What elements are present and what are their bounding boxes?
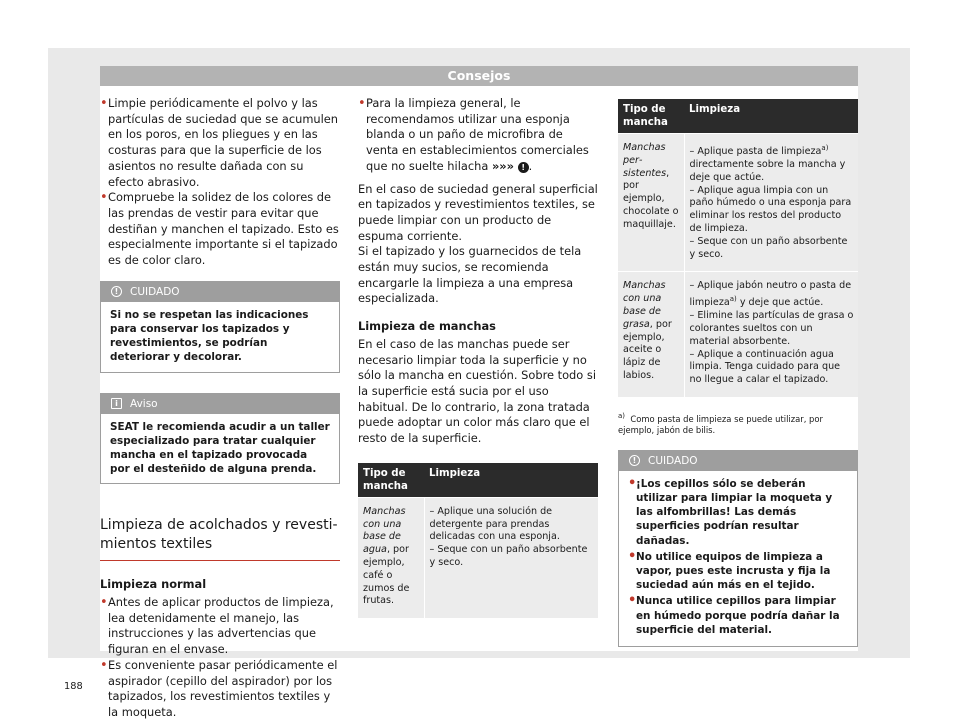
page-background (48, 48, 910, 719)
caution-item: • Nunca utilice cepillos para limpiar en húmedo porque podría dañar la superficie del material. (628, 594, 848, 637)
note-box (100, 393, 340, 485)
table-header-cleaning: Limpieza (424, 463, 598, 498)
subheading-normal-cleaning: Limpieza normal (100, 577, 207, 592)
bullet-colors: • Compruebe la solidez de los colores de las prendas de vestir para evitar que destiñan y manchen el tapizado. Esto es especialmente importante si el tapizado es de color claro. (100, 190, 340, 269)
bullet-read-instructions: • Antes de aplicar productos de limpieza, lea detenidamente el manejo, las instrucciones y las advertencias que figuran en el envase. (100, 595, 340, 658)
warning-ref-icon: ! (518, 162, 529, 173)
subheading-stains: Limpieza de manchas (358, 319, 496, 334)
caution-text: Si no se respetan las indicaciones para conservar los tapizados y revestimientos, se podrían deteriorar y decolorar. (110, 308, 309, 364)
note-label: Aviso (130, 397, 158, 410)
section-header: Consejos (100, 66, 858, 86)
caution-box (100, 281, 340, 373)
caution-label: CUIDADO (648, 454, 698, 467)
table-header-type: Tipo de mancha (618, 99, 684, 134)
stain-table-persistent (618, 99, 858, 397)
ref-arrows: »»» (491, 158, 515, 173)
section-title: Limpieza de acolchados y revestimientos textiles (100, 516, 340, 561)
bullet-vacuum: • Es conveniente pasar periódicamente el aspirador (cepillo del aspirador) por los tapizados, los revestimientos textiles y la moqueta. (100, 658, 340, 721)
caution-label: CUIDADO (130, 285, 180, 298)
caution-box-brushes (618, 450, 858, 647)
footnote: $^{a)}$ Como pasta de limpieza se puede utilizar, por ejemplo, jabón de bilis. (618, 411, 823, 435)
stain-table-water (358, 463, 598, 618)
para-foam: En el caso de suciedad general superficial en tapizados y revestimientos textiles, se puede limpiar con un producto de espuma corriente. (358, 181, 598, 243)
table-row: Manchas persistentes, por ejemplo, chocolate o maquillaje. – Aplique pasta de limpieza$^{a)}$ directamente sobre la mancha y deje que actúe. – Aplique agua limpia con un paño húmedo o una esponja para eliminar los restos del producto de limpieza. – Seque con un paño absorbente y seco. (618, 134, 858, 272)
column-left (100, 96, 340, 721)
table-row: Manchas con una base de agua, por ejemplo, café o zumos de frutas. – Aplique una solución de detergente para prendas delicadas con una esponja. – Seque con un paño absorbente y seco. (358, 497, 598, 618)
page-number: 188 (64, 681, 83, 692)
column-middle (358, 96, 598, 618)
para-stains: En el caso de las manchas puede ser necesario limpiar toda la superficie y no sólo la mancha en cuestión. Sobre todo si la superficie está sucia por el uso habitual. De lo contrario, la zona tratada puede adoptar un color más claro que el resto de la superficie. (358, 336, 596, 446)
table-row: Manchas con una base de grasa, por ejemplo, aceite o lápiz de labios. – Aplique jabón neutro o pasta de limpieza$^{a)}$ y deje que actúe. – Elimine las partículas de grasa o colorantes sueltos con un material absorbente. – Aplique a continuación agua limpia. Tenga cuidado para que no llegue a calar el tapizado. (618, 272, 858, 397)
para-company: Si el tapizado y los guarnecidos de tela están muy sucios, se recomienda encargarle la limpieza a una empresa especializada. (358, 244, 582, 306)
warning-icon: ! (111, 286, 122, 297)
bullet-dust: • Limpie periódicamente el polvo y las partículas de suciedad que se acumulen en los poros, en los pliegues y en las costuras para que la superficie de los asientos no resulte dañada con su efecto abrasivo. (100, 96, 340, 190)
caution-item: • No utilice equipos de limpieza a vapor, pues este incrusta y fija la suciedad aún más en el tejido. (628, 550, 848, 593)
note-text: SEAT le recomienda acudir a un taller especializado para tratar cualquier mancha en el tapizado provocada por el desteñido de alguna prenda. (110, 420, 330, 476)
caution-item: • ¡Los cepillos sólo se deberán utilizar para limpiar la moqueta y las alfombrillas! Las demás superficies podrían resultar dañadas. (628, 477, 848, 548)
warning-icon: ! (629, 455, 640, 466)
info-icon: i (111, 398, 122, 409)
manual-page (64, 66, 858, 719)
column-right (618, 99, 858, 647)
table-header-type: Tipo de mancha (358, 463, 424, 498)
table-header-cleaning: Limpieza (684, 99, 858, 134)
bullet-sponge: • Para la limpieza general, le recomendamos utilizar una esponja blanda o un paño de microfibra de venta en establecimientos comerciales que no suelte hilacha »»» ! . (358, 96, 598, 175)
